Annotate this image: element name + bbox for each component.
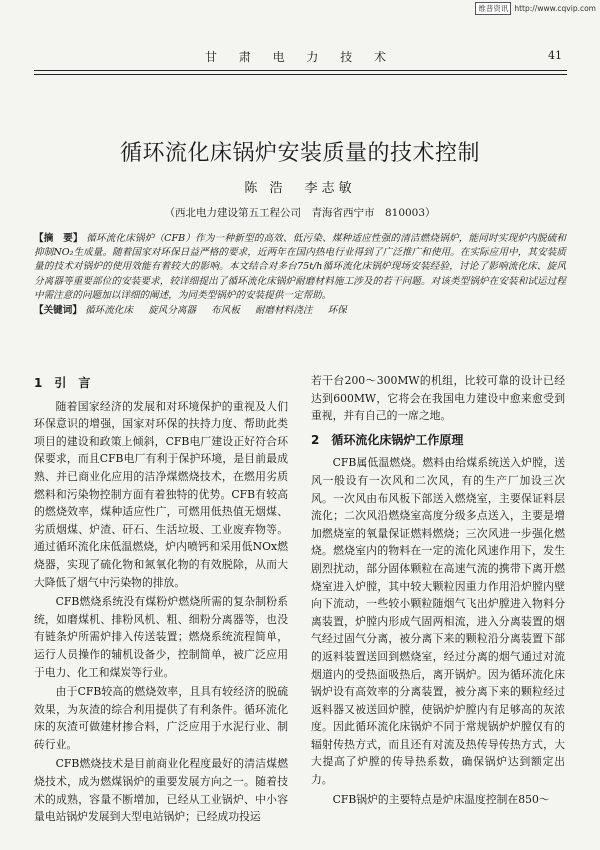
keyword: 环保 [327, 305, 347, 317]
paragraph: 随着国家经济的发展和对环境保护的重视及人们环保意识的增强，国家对环保的扶持力度、帮助此类项目的建设和政策上倾斜，CFB电厂建设正好符合环保要求，而且CFB电厂有利于保护环境，是目前最成熟、并已商业化应用的洁净煤燃烧技术，在燃用劣质燃料和污染物控制方面有着独特的优势。CFB有较高的燃烧效率，煤种适应性广，可燃用低热值无烟煤、劣质烟煤、炉渣、矸石、生活垃圾、工业废弃物等。通过循环流化床低温燃烧，炉内喷钙和采用低NOx燃烧器，实现了硫化物和氮氧化物的有效脱除，从而大大降低了烟气中污染物的排放。 [34, 399, 288, 589]
section-heading: 1 引 言 [34, 376, 91, 390]
watermark [475, 2, 596, 15]
keyword: 耐磨材料浇注 [254, 305, 313, 317]
author-name: 陈 浩 [244, 181, 287, 196]
keywords [34, 304, 566, 318]
paragraph: CFB属低温燃烧。燃料由给煤系统送入炉膛，送风一般设有一次风和二次风，有的生产厂加设三次风。一次风由布风板下部送入燃烧室，主要保证料层流化；二次风沿燃烧室高度分级多点送入，主要是增加燃烧室的氧量保证燃料燃烧；三次风进一步强化燃烧。燃烧室内的物料在一定的流化风速作用下，发生剧烈扰动，部分固体颗粒在高速气流的携带下离开燃烧室进入炉膛，其中较大颗粒因重力作用沿炉膛内壁向下流动，一些较小颗粒随烟气飞出炉膛进入物料分离装置，炉膛内形成气固两相流，进入分离装置的烟气经过固气分离，被分离下来的颗粒沿分离装置下部的返料装置送回到燃烧室，经过分离的烟气通过对流烟道内的受热面吸热后，离开锅炉。因为循环流化床锅炉设有高效率的分离装置，被分离下来的颗粒经过返料器又被送回炉膛，使锅炉炉膛内有足够高的灰浓度。因此循环流化床锅炉不同于常规锅炉炉膛仅有的辐射传热方式，而且还有对流及热传导传热方式，大大提高了炉膛的传导热系数，确保锅炉达到额定出力。 [311, 456, 565, 787]
paragraph: CFB锅炉的主要特点是炉床温度控制在850～ [332, 792, 550, 806]
running-head [0, 48, 600, 66]
keyword: 布风板 [211, 305, 240, 317]
header-rule [34, 70, 567, 75]
paragraph: CFB燃烧技术是目前商业化程度最好的清洁煤燃烧技术，成为燃煤锅炉的重要发展方向之一。随着技术的成熟，容量不断增加，已经从工业锅炉、中小容量电站锅炉发展到大型电站锅炉；已经成功投运 [34, 757, 288, 824]
keywords-label: 【关键词】 [34, 305, 82, 317]
paragraph: CFB燃烧系统没有煤粉炉燃烧所需的复杂制粉系统，如磨煤机、排粉风机、粗、细粉分离器等，也没有链条炉所需炉排入传送装置；燃烧系统流程简单，运行人员操作的辅机设备少，控制简单，被广泛应用于电力、化工和煤炭等行业。 [34, 595, 288, 679]
right-column [311, 372, 565, 810]
author-list [0, 177, 600, 196]
journal-name: 甘 肃 电 力 技 术 [204, 50, 396, 64]
keyword: 循环流化床 [85, 305, 133, 317]
paper-title: 循环流化床锅炉安装质量的技术控制 [119, 141, 480, 166]
affiliation: （西北电力建设第五工程公司 青海省西宁市 810003） [164, 207, 436, 219]
author-name: 李志敏 [304, 181, 356, 196]
paragraph: 由于CFB较高的燃烧效率，且具有较经济的脱硫效果，为灰渣的综合利用提供了有利条件。循环流化床的灰渣可做建材掺合料，广泛应用于水泥行业、制砖行业。 [34, 685, 288, 751]
section-heading: 2 循环流化床锅炉工作原理 [311, 432, 464, 447]
keyword: 旋风分离器 [148, 305, 197, 317]
abstract-text: 循环流化床锅炉（CFB）作为一种新型的高效、低污染、煤种适应性强的清洁燃烧锅炉，能同时实现炉内脱硫和抑制NO₂生成量。随着国家对环保日益严格的要求，近两年在国内热电行业得到了广泛推广和使用。在实际应用中，其安装质量的技术对锅炉的使用效能有着较大的影响。本文结合对多台75t/h循环流化床锅炉现场安装经验，讨论了影响流化床、旋风分离器等重要部位的安装要求，较详细提出了循环流化床锅炉耐磨材料施工涉及的若干问题。对该类型锅炉在安装和试运过程中需注意的问题加以详细的阐述，为同类型锅炉的安装提供一定帮助。 [34, 233, 567, 301]
watermark-logo: 维普资讯 [475, 2, 511, 15]
abstract [34, 232, 566, 303]
paragraph: 若干台200～300MW的机组，比较可靠的设计已经达到600MW，它将会在我国电力建设中愈来愈受到重视，并有自己的一席之地。 [311, 374, 565, 423]
page-number: 41 [548, 49, 562, 62]
abstract-block [34, 232, 566, 318]
watermark-url[interactable]: http://www.cqvip.com [514, 4, 596, 13]
abstract-label: 【摘 要】 [34, 233, 83, 244]
left-column [34, 368, 288, 828]
